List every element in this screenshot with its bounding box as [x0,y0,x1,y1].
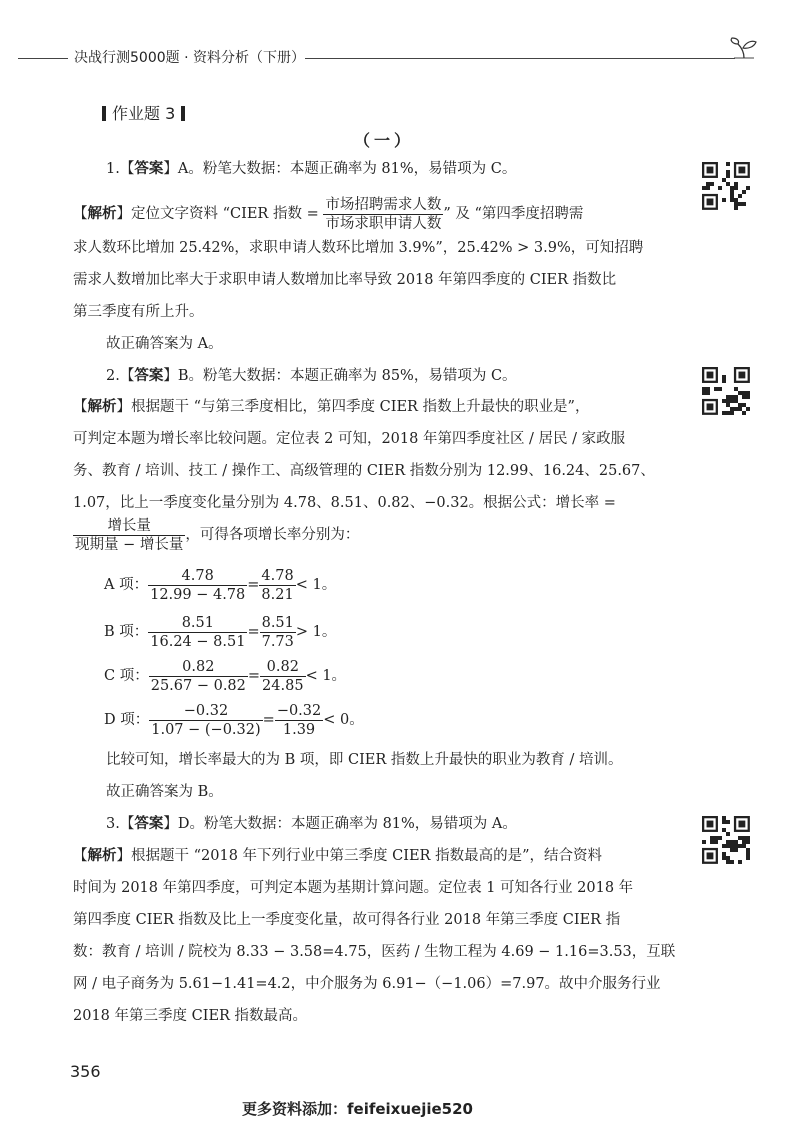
q1-analysis-line3: 需求人数增加比率大于求职申请人数增加比率导致 2018 年第四季度的 CIER 指数比 [73,272,617,288]
item-c-calc: C 项： $\frac{0.82}{25.67 - 0.82}$ = $\frac{0.82}{24.85}$ < 1。 [104,658,347,694]
sprout-icon [728,36,762,62]
qr-code-icon[interactable] [702,816,750,864]
growth-rate-formula: $\frac{\text{增长量}}{\text{现期量 − 增长量}}$ ，可得各项增长率分别为： [75,517,360,553]
q3-analysis-line2: 时间为 2018 年第四季度，可判定本题为基期计算问题。定位表 1 可知各行业 2018 年 [73,880,634,896]
header-rule-left [18,58,68,59]
q2-analysis-line1: 【解析】根据题干 “与第三季度相比，第四季度 CIER 指数上升最快的职业是”， [73,399,590,415]
q3-analysis-line5: 网 / 电子商务为 5.61−1.41=4.2，中介服务为 6.91−（−1.06）=7.97。故中介服务行业 [73,976,661,992]
q1-analysis-line1: 【解析】定位文字资料 “CIER 指数 = $\frac{\text{市场招聘需求人数}}{\text{市场求职申请人数}}$ ” 及 “第四季度招聘需 [73,196,584,232]
q3-answer-line: 3.【答案】D。粉笔大数据：本题正确率为 81%，易错项为 A。 [106,816,517,832]
section-bar-right [181,106,185,121]
q2-analysis-line4: 1.07，比上一季度变化量分别为 4.78、8.51、0.82、−0.32。根据公式：增长率 = [73,495,616,511]
q1-analysis-line2: 求人数环比增加 25.42%，求职申请人数环比增加 3.9%”，25.42% > 3.9%，可知招聘 [73,240,644,256]
q1-answer-line: 1.【答案】A。粉笔大数据：本题正确率为 81%，易错项为 C。 [106,161,517,177]
q2-analysis-line2: 可判定本题为增长率比较问题。定位表 2 可知，2018 年第四季度社区 / 居民 / 家政服 [73,431,626,447]
item-a-calc: A 项： $\frac{4.78}{12.99 - 4.78}$ = $\frac{4.78}{8.21}$ < 1。 [104,567,337,603]
q1-conclusion: 故正确答案为 A。 [106,336,223,352]
header-rule-right [305,58,735,59]
q2-analysis-line3: 务、教育 / 培训、技工 / 操作工、高级管理的 CIER 指数分别为 12.99、16.24、25.67、 [73,463,655,479]
q3-analysis-line3: 第四季度 CIER 指数及比上一季度变化量，故可得各行业 2018 年第三季度 CIER 指 [73,912,621,928]
running-header-title: 决战行测5000题 · 资料分析（下册） [74,50,305,66]
q2-compare: 比较可知，增长率最大的为 B 项，即 CIER 指数上升最快的职业为教育 / 培训。 [106,752,623,768]
page-number: 356 [70,1062,101,1081]
q3-analysis-line6: 2018 年第三季度 CIER 指数最高。 [73,1008,308,1024]
section-bar-left [102,106,106,121]
q3-analysis-line1: 【解析】根据题干 “2018 年下列行业中第三季度 CIER 指数最高的是”，结合资料 [73,848,602,864]
item-d-calc: D 项： $\frac{-0.32}{1.07 - (-0.32)}$ = $\frac{-0.32}{1.39}$ < 0。 [104,702,364,738]
section-label [96,101,191,124]
footer-contact: 更多资料添加：feifeixuejie520 [242,1100,473,1118]
q2-conclusion: 故正确答案为 B。 [106,784,223,800]
q1-analysis-line4: 第三季度有所上升。 [73,304,204,320]
q2-answer-line: 2.【答案】B。粉笔大数据：本题正确率为 85%，易错项为 C。 [106,368,517,384]
q3-analysis-line4: 数：教育 / 培训 / 院校为 8.33 − 3.58=4.75，医药 / 生物工程为 4.69 − 1.16=3.53，互联 [73,944,676,960]
subsection-number: （一） [354,131,415,150]
cier-formula-fraction: $\frac{\text{市场招聘需求人数}}{\text{市场求职申请人数}}$ [325,196,442,232]
item-b-calc: B 项： $\frac{8.51}{16.24 - 8.51}$ = $\frac{8.51}{7.73}$ > 1。 [104,614,337,650]
section-label-text: 作业题 3 [112,104,176,123]
qr-code-icon[interactable] [702,367,750,415]
qr-code-icon[interactable] [702,162,750,210]
